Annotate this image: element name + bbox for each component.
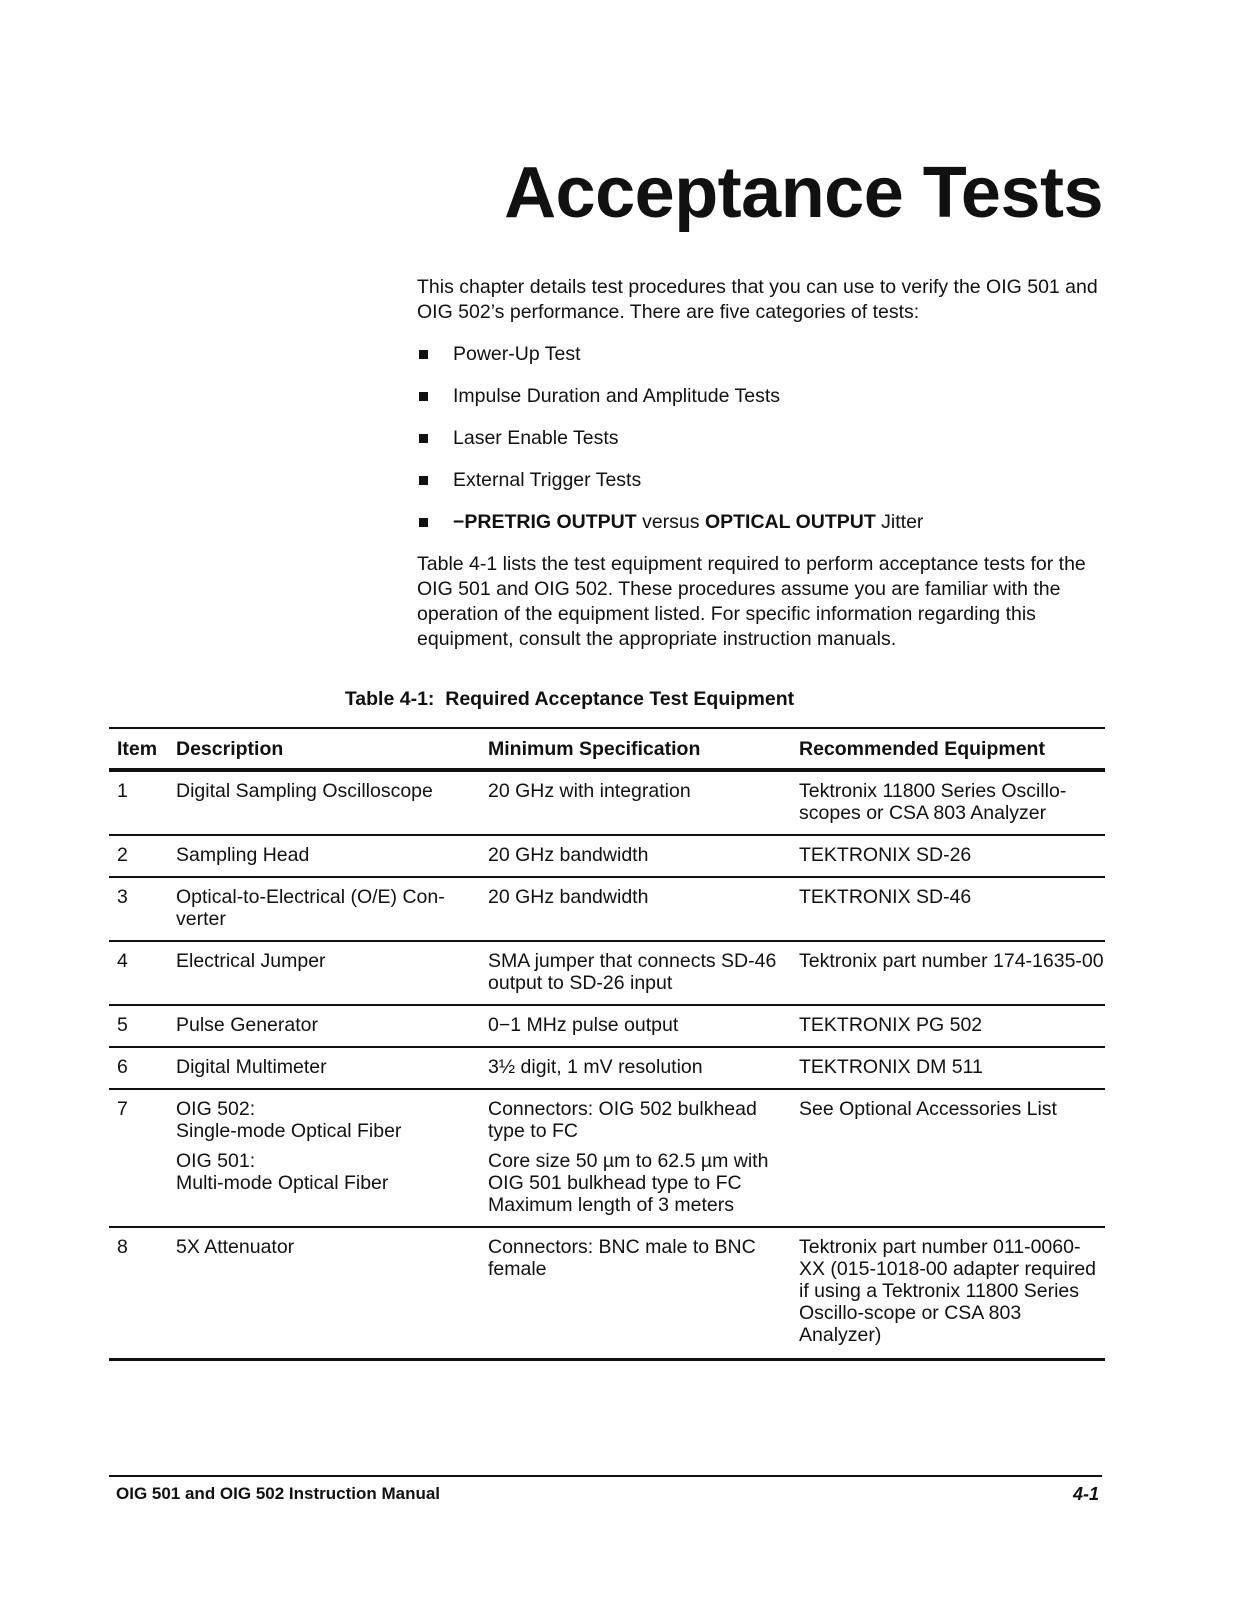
fiber-group-oig501 [176, 1150, 488, 1194]
cell-item: 7 [109, 1089, 176, 1227]
cell-specification: 3½ digit, 1 mV resolution [488, 1047, 799, 1089]
footer-manual-title: OIG 501 and OIG 502 Instruction Manual [116, 1484, 441, 1503]
table-row [109, 1047, 1105, 1089]
table-row [109, 941, 1105, 1005]
table-caption [0, 688, 1237, 711]
cell-specification: Connectors: BNC male to BNC female [488, 1227, 799, 1360]
cell-specification [488, 1089, 799, 1227]
header-recommended-equipment: Recommended Equipment [799, 728, 1105, 770]
pretrig-output-label: −PRETRIG OUTPUT [453, 511, 637, 533]
cell-recommended: Tektronix 11800 Series Oscillo-scopes or CSA 803 Analyzer [799, 770, 1105, 835]
cell-description: Sampling Head [176, 835, 488, 877]
cell-recommended: TEKTRONIX PG 502 [799, 1005, 1105, 1047]
cell-recommended: TEKTRONIX SD-46 [799, 877, 1105, 941]
cell-specification: 20 GHz bandwidth [488, 835, 799, 877]
cell-description: Electrical Jumper [176, 941, 488, 1005]
fiber-model-label: OIG 502: [176, 1098, 256, 1120]
cell-item: 1 [109, 770, 176, 835]
cell-item: 4 [109, 941, 176, 1005]
cell-specification: 0−1 MHz pulse output [488, 1005, 799, 1047]
footer-rule [109, 1475, 1102, 1477]
cell-description: 5X Attenuator [176, 1227, 488, 1360]
cell-item: 2 [109, 835, 176, 877]
cell-recommended: TEKTRONIX SD-26 [799, 835, 1105, 877]
fiber-type-label: Multi-mode Optical Fiber [176, 1172, 389, 1194]
cell-specification: 20 GHz bandwidth [488, 877, 799, 941]
cell-description: Optical-to-Electrical (O/E) Con-verter [176, 877, 488, 941]
table-caption-text: Table 4-1: Required Acceptance Test Equipment [344, 688, 795, 710]
spec-oig501: Core size 50 µm to 62.5 µm with OIG 501 bulkhead type to FC Maximum length of 3 meters [488, 1150, 769, 1216]
table-row [109, 1005, 1105, 1047]
table-row [109, 1227, 1105, 1360]
cell-recommended: Tektronix part number 174-1635-00 [799, 941, 1105, 1005]
optical-output-label: OPTICAL OUTPUT [704, 511, 876, 533]
cell-item: 6 [109, 1047, 176, 1089]
jitter-text: Jitter [875, 511, 924, 533]
list-item: Impulse Duration and Amplitude Tests [417, 384, 1107, 426]
intro-paragraph: This chapter details test procedures that you can use to verify the OIG 501 and OIG 502’s performance. There are five categories of tests: [417, 276, 1098, 323]
table-row [109, 1089, 1105, 1227]
table-row [109, 770, 1105, 835]
cell-item: 5 [109, 1005, 176, 1047]
body-text [417, 275, 1107, 652]
page-title: Acceptance Tests [504, 153, 1103, 233]
cell-item: 3 [109, 877, 176, 941]
test-category-list [417, 342, 1107, 552]
header-description: Description [176, 728, 488, 770]
fiber-type-label: Single-mode Optical Fiber [176, 1120, 402, 1142]
table-row [109, 835, 1105, 877]
cell-description [176, 1089, 488, 1227]
cell-recommended: Tektronix part number 011-0060-XX (015-1018-00 adapter required if using a Tektronix 11800 Series Oscillo-scope or CSA 803 Analyzer) [799, 1227, 1105, 1360]
fiber-model-label: OIG 501: [176, 1150, 256, 1172]
table-reference-paragraph: Table 4-1 lists the test equipment required to perform acceptance tests for the OIG 501 and OIG 502. These procedures assume you are familiar with the operation of the equipment listed. For specific information regarding this equipment, consult the appropriate instruction manuals. [417, 553, 1086, 650]
cell-recommended: See Optional Accessories List [799, 1089, 1105, 1227]
table-header-row [109, 728, 1105, 770]
header-minimum-specification: Minimum Specification [488, 728, 799, 770]
list-item: Power-Up Test [417, 342, 1107, 384]
cell-specification: 20 GHz with integration [488, 770, 799, 835]
cell-description: Digital Sampling Oscilloscope [176, 770, 488, 835]
list-item [417, 510, 1107, 552]
list-item: External Trigger Tests [417, 468, 1107, 510]
cell-description: Digital Multimeter [176, 1047, 488, 1089]
header-item: Item [109, 728, 176, 770]
list-item: Laser Enable Tests [417, 426, 1107, 468]
spec-oig502: Connectors: OIG 502 bulkhead type to FC [488, 1098, 757, 1142]
cell-item: 8 [109, 1227, 176, 1360]
page-number: 4-1 [1072, 1484, 1099, 1504]
cell-specification: SMA jumper that connects SD-46 output to SD-26 input [488, 941, 799, 1005]
cell-recommended: TEKTRONIX DM 511 [799, 1047, 1105, 1089]
cell-description: Pulse Generator [176, 1005, 488, 1047]
equipment-table [109, 727, 1105, 1361]
table-row [109, 877, 1105, 941]
fiber-group-oig502 [176, 1098, 488, 1142]
versus-text: versus [636, 511, 705, 533]
